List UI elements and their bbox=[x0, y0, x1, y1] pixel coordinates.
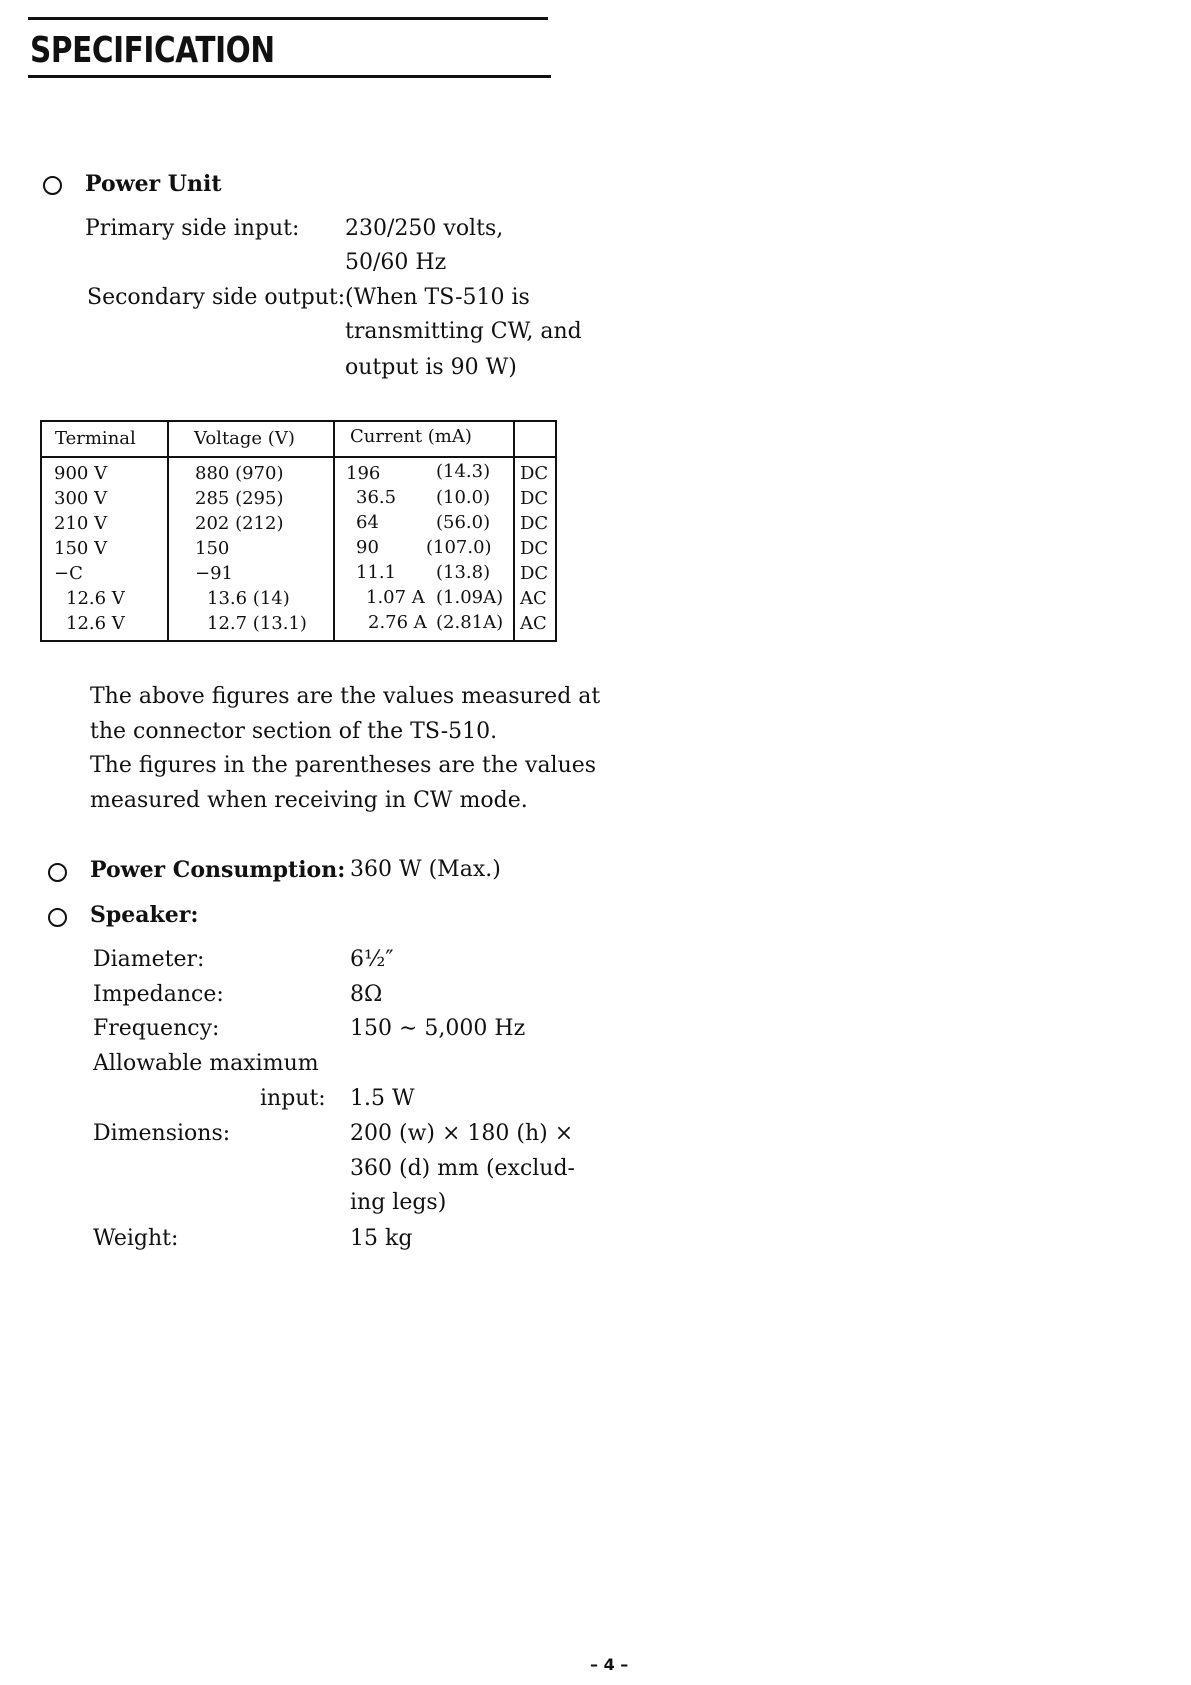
table-divider-2 bbox=[333, 420, 335, 640]
allowable-input-label: input: bbox=[260, 1086, 326, 1111]
table-cell-current: 2.76 A bbox=[368, 612, 427, 633]
circle-bullet-icon bbox=[43, 176, 62, 195]
note-line-3: The figures in the parentheses are the values bbox=[90, 753, 597, 778]
speaker-heading: Speaker: bbox=[90, 902, 199, 928]
table-cell-terminal: 210 V bbox=[54, 513, 108, 534]
impedance-label: Impedance: bbox=[93, 982, 224, 1007]
table-cell-voltage: 13.6 (14) bbox=[207, 588, 290, 609]
table-header-current: Current (mA) bbox=[350, 426, 472, 447]
table-cell-terminal: 900 V bbox=[54, 463, 108, 484]
header-rule-top bbox=[28, 17, 548, 20]
table-cell-current-rx: (2.81A) bbox=[436, 612, 504, 633]
impedance-value: 8Ω bbox=[350, 982, 383, 1007]
dimensions-label: Dimensions: bbox=[93, 1121, 231, 1146]
table-cell-type: DC bbox=[520, 563, 549, 584]
page-number: – 4 – bbox=[590, 1655, 629, 1674]
table-cell-current-rx: (56.0) bbox=[436, 512, 491, 533]
table-cell-current-rx: (1.09A) bbox=[436, 587, 504, 608]
allowable-maximum-label: Allowable maximum bbox=[93, 1051, 319, 1076]
table-cell-terminal: 12.6 V bbox=[66, 588, 125, 609]
table-header-voltage: Voltage (V) bbox=[194, 428, 295, 449]
header-rule-bottom bbox=[28, 75, 551, 78]
table-cell-voltage: 202 (212) bbox=[195, 513, 284, 534]
primary-input-value-line-2: 50/60 Hz bbox=[345, 250, 447, 275]
page-title: SPECIFICATION bbox=[30, 30, 275, 71]
table-divider-3 bbox=[513, 420, 515, 640]
table-cell-terminal: 150 V bbox=[54, 538, 108, 559]
table-divider-1 bbox=[167, 420, 169, 640]
table-cell-type: DC bbox=[520, 463, 549, 484]
table-cell-current: 90 bbox=[356, 537, 379, 558]
note-line-1: The above figures are the values measured at bbox=[90, 684, 601, 709]
diameter-label: Diameter: bbox=[93, 947, 205, 972]
note-line-2: the connector section of the TS-510. bbox=[90, 719, 498, 744]
table-cell-type: AC bbox=[520, 613, 547, 634]
table-cell-voltage: 150 bbox=[195, 538, 230, 559]
table-cell-current: 36.5 bbox=[356, 487, 397, 508]
diameter-value: 6½″ bbox=[350, 947, 394, 972]
secondary-output-value-line-1: (When TS-510 is bbox=[345, 285, 530, 310]
table-cell-voltage: 880 (970) bbox=[195, 463, 284, 484]
power-consumption-label: Power Consumption: bbox=[90, 857, 346, 883]
table-cell-current-rx: (10.0) bbox=[436, 487, 491, 508]
secondary-output-label: Secondary side output: bbox=[87, 285, 346, 310]
table-cell-type: DC bbox=[520, 488, 549, 509]
secondary-output-value-line-3: output is 90 W) bbox=[345, 355, 517, 380]
table-cell-current: 1.07 A bbox=[366, 587, 425, 608]
note-line-4: measured when receiving in CW mode. bbox=[90, 788, 528, 813]
primary-input-label: Primary side input: bbox=[85, 216, 300, 241]
table-cell-terminal: 300 V bbox=[54, 488, 108, 509]
circle-bullet-icon bbox=[48, 863, 67, 882]
table-header-terminal: Terminal bbox=[55, 428, 136, 449]
table-cell-current: 11.1 bbox=[356, 562, 397, 583]
table-cell-current: 196 bbox=[346, 463, 381, 484]
allowable-input-value: 1.5 W bbox=[350, 1086, 415, 1111]
table-cell-current-rx: (14.3) bbox=[436, 461, 491, 482]
table-cell-voltage: 12.7 (13.1) bbox=[207, 613, 307, 634]
weight-value: 15 kg bbox=[350, 1226, 413, 1251]
table-cell-type: DC bbox=[520, 538, 549, 559]
dimensions-value-line-1: 200 (w) × 180 (h) × bbox=[350, 1121, 574, 1146]
weight-label: Weight: bbox=[93, 1226, 179, 1251]
secondary-output-value-line-2: transmitting CW, and bbox=[345, 319, 582, 344]
table-cell-voltage: 285 (295) bbox=[195, 488, 284, 509]
circle-bullet-icon bbox=[48, 908, 67, 927]
power-consumption-value: 360 W (Max.) bbox=[350, 857, 501, 882]
table-cell-terminal: −C bbox=[54, 563, 83, 584]
power-unit-heading: Power Unit bbox=[85, 171, 222, 197]
table-cell-type: DC bbox=[520, 513, 549, 534]
table-cell-type: AC bbox=[520, 588, 547, 609]
dimensions-value-line-3: ing legs) bbox=[350, 1190, 447, 1215]
power-unit-table bbox=[40, 420, 557, 642]
table-cell-current: 64 bbox=[356, 512, 379, 533]
primary-input-value-line-1: 230/250 volts, bbox=[345, 216, 504, 241]
frequency-value: 150 ∼ 5,000 Hz bbox=[350, 1016, 526, 1041]
table-cell-current-rx: (107.0) bbox=[426, 537, 492, 558]
table-cell-terminal: 12.6 V bbox=[66, 613, 125, 634]
frequency-label: Frequency: bbox=[93, 1016, 220, 1041]
dimensions-value-line-2: 360 (d) mm (exclud- bbox=[350, 1156, 575, 1181]
table-header-divider bbox=[40, 456, 555, 458]
table-cell-current-rx: (13.8) bbox=[436, 562, 491, 583]
table-cell-voltage: −91 bbox=[195, 563, 233, 584]
